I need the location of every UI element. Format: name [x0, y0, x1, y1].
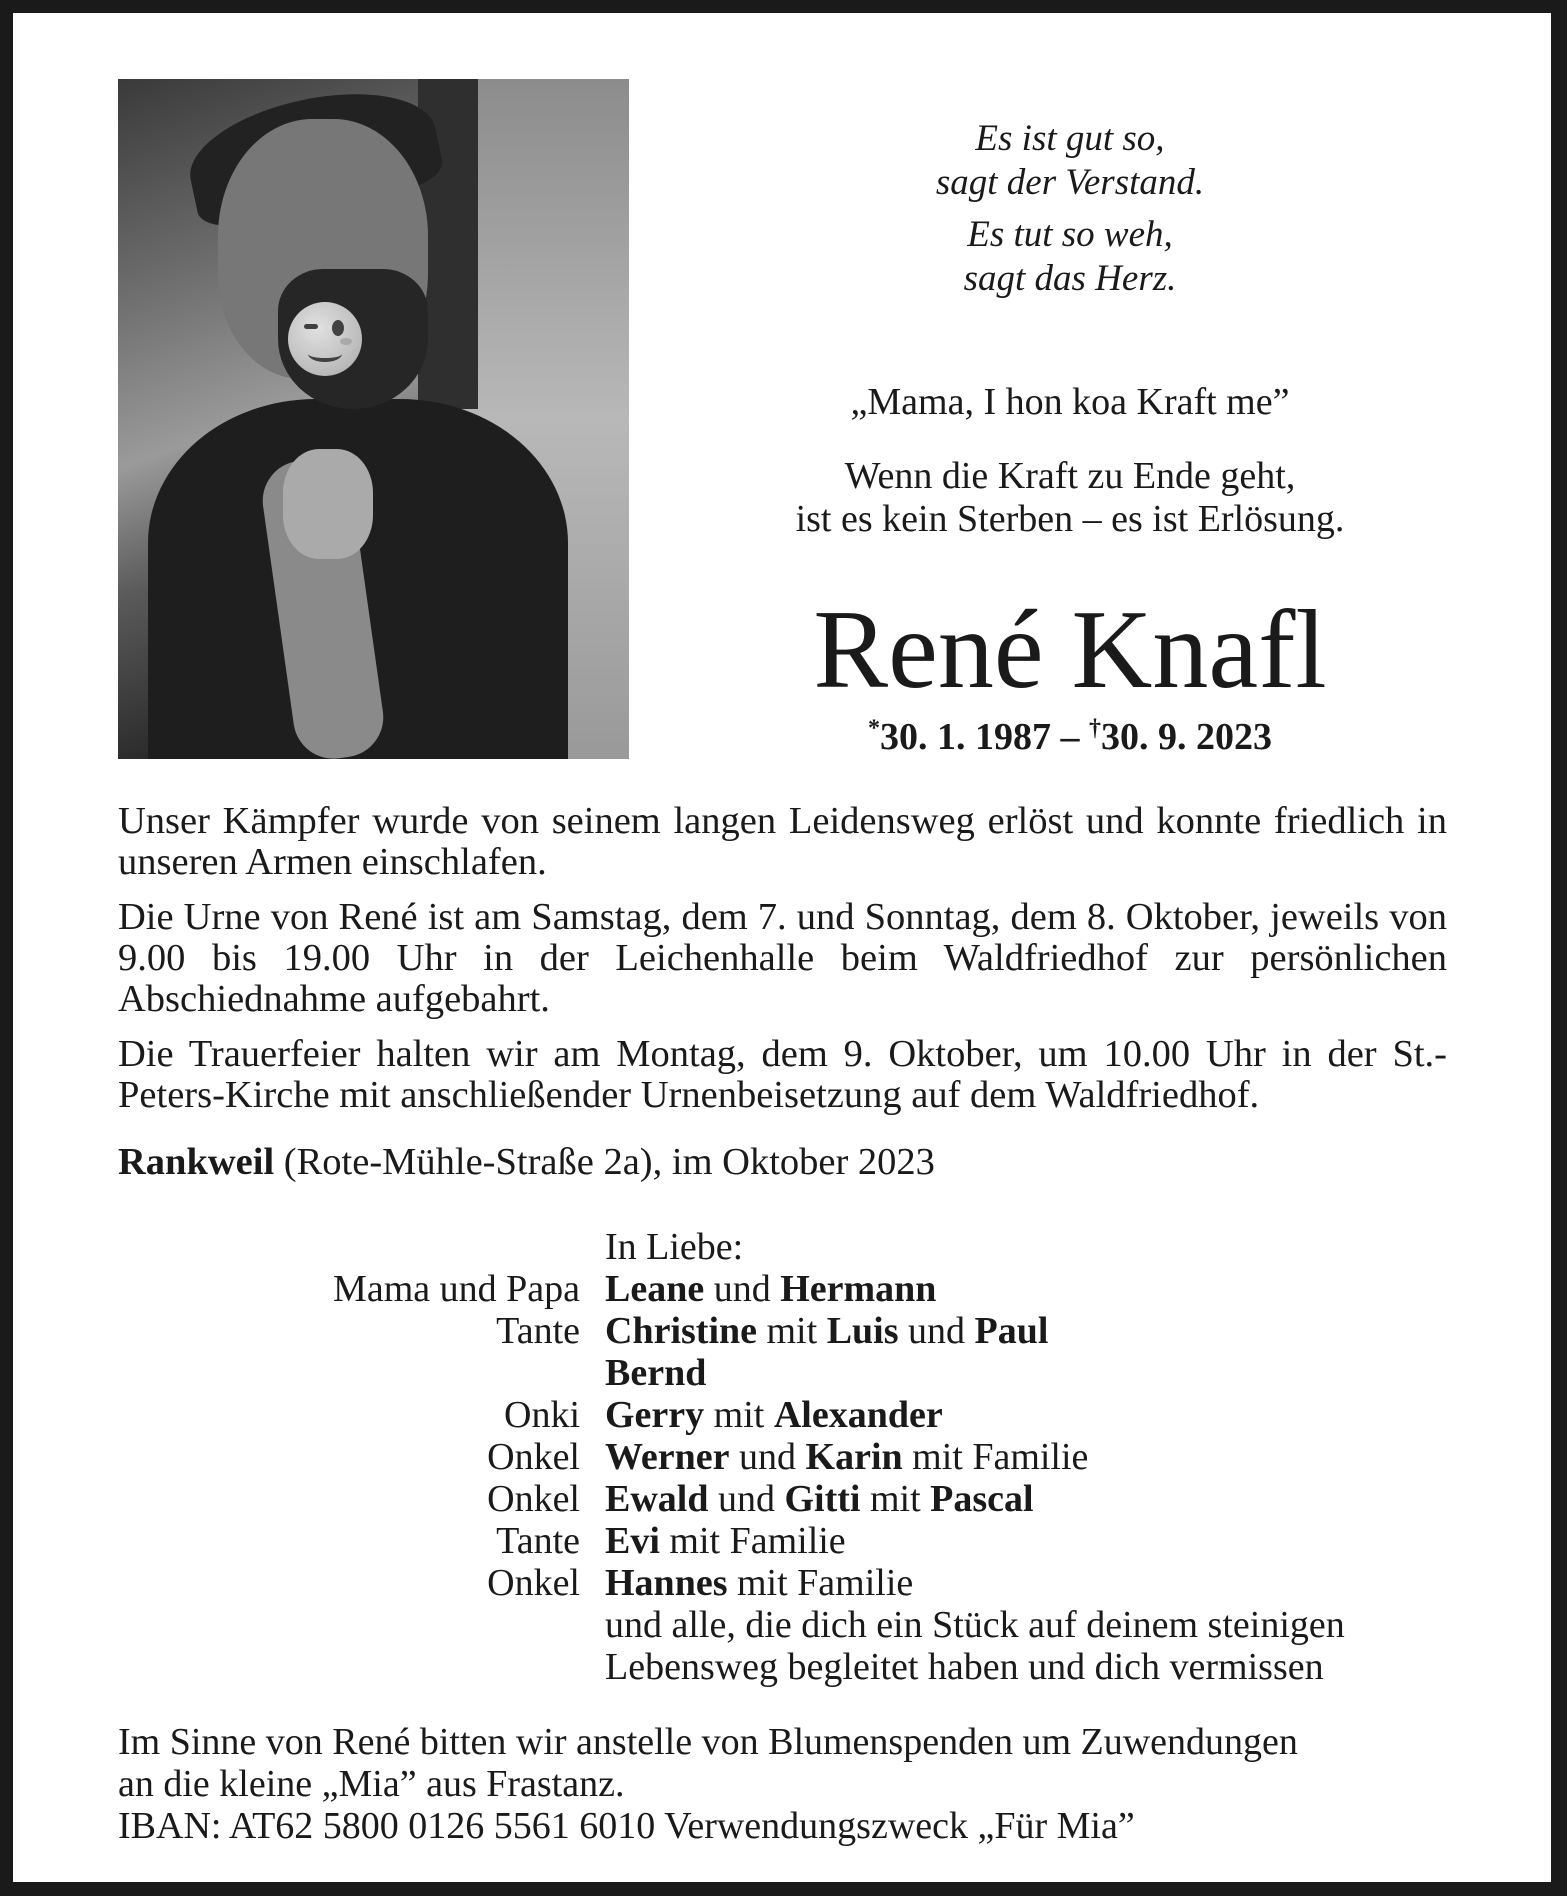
- person-name: Hannes: [605, 1562, 728, 1604]
- connector-text: und: [704, 1268, 781, 1310]
- saying-line: Wenn die Kraft zu Ende geht,: [844, 455, 1296, 497]
- relation-label: Onki: [504, 1394, 580, 1436]
- person-name: Paul: [974, 1310, 1049, 1352]
- person-name: Christine: [605, 1310, 757, 1352]
- family-names: [605, 1352, 706, 1394]
- connector-text: mit Familie: [902, 1436, 1089, 1478]
- place-rest: (Rote-Mühle-Straße 2a), im Oktober 2023: [274, 1141, 935, 1183]
- quote: „Mama, I hon koa Kraft me”: [850, 381, 1290, 423]
- person-name: Luis: [826, 1310, 899, 1352]
- donation-note: [118, 1721, 1447, 1847]
- winking-face-emoji-icon: [288, 302, 362, 376]
- paragraph: Die Trauerfeier halten wir am Montag, dem 9. Oktober, um 10.00 Uhr in der St.-Peters-Kirche mit anschließender Urnenbeisetzung auf dem Waldfriedhof.: [118, 1033, 1447, 1116]
- person-name: Evi: [605, 1520, 660, 1562]
- relation-label: Onkel: [487, 1436, 580, 1478]
- family-row: [118, 1520, 1447, 1562]
- footer-line: Im Sinne von René bitten wir anstelle von Blumenspenden um Zuwendungen: [118, 1721, 1298, 1763]
- family-names: [605, 1394, 943, 1436]
- family-row: [118, 1394, 1447, 1436]
- death-cross-icon: †: [1089, 715, 1101, 742]
- relation-label: Onkel: [487, 1478, 580, 1520]
- person-name: Gerry: [605, 1394, 705, 1436]
- relation-label: Tante: [496, 1310, 580, 1352]
- family-row: [118, 1310, 1447, 1352]
- deceased-name: René Knafl: [813, 588, 1327, 712]
- life-dates: [700, 715, 1440, 759]
- person-name: Karin: [805, 1436, 903, 1478]
- connector-text: mit Familie: [727, 1562, 914, 1604]
- person-name: Werner: [605, 1436, 730, 1478]
- person-name: Gitti: [784, 1478, 861, 1520]
- verse-line: Es tut so weh,: [967, 214, 1173, 255]
- closing-line: Lebensweg begleitet haben und dich vermissen: [605, 1646, 1324, 1688]
- verse: [760, 117, 1380, 301]
- announcement-text: [118, 801, 1447, 1197]
- date-separator: –: [1060, 716, 1080, 758]
- connector-text: und: [708, 1478, 785, 1520]
- family-names: [605, 1310, 1048, 1352]
- family-names: [605, 1268, 936, 1310]
- family-names: [605, 1520, 846, 1562]
- verse-line: Es ist gut so,: [975, 118, 1165, 159]
- connector-text: und: [729, 1436, 806, 1478]
- person-name: Bernd: [605, 1352, 707, 1394]
- footer-line: an die kleine „Mia” aus Frastanz.: [118, 1763, 625, 1805]
- birth-star-icon: *: [868, 715, 880, 742]
- relation-label: Tante: [496, 1520, 580, 1562]
- family-list: [118, 1226, 1447, 1688]
- family-row: [118, 1268, 1447, 1310]
- saying: [700, 455, 1440, 541]
- verse-line: sagt der Verstand.: [935, 162, 1205, 203]
- iban-line: IBAN: AT62 5800 0126 5561 6010 Verwendungszweck „Für Mia”: [118, 1805, 1135, 1847]
- saying-line: ist es kein Sterben – es ist Erlösung.: [795, 498, 1345, 540]
- town: Rankweil: [118, 1141, 275, 1183]
- closing-line: und alle, die dich ein Stück auf deinem steinigen: [605, 1604, 1345, 1646]
- connector-text: mit: [860, 1478, 931, 1520]
- person-name: Ewald: [605, 1478, 709, 1520]
- connector-text: mit: [704, 1394, 774, 1436]
- relation-label: Mama und Papa: [333, 1268, 580, 1310]
- family-row: [118, 1478, 1447, 1520]
- family-row: [118, 1352, 1447, 1394]
- family-names: [605, 1478, 1034, 1520]
- relation-label: Onkel: [487, 1562, 580, 1604]
- portrait-photo: [118, 79, 629, 759]
- family-names: [605, 1436, 1088, 1478]
- person-name: Leane: [605, 1268, 705, 1310]
- paragraph: Die Urne von René ist am Samstag, dem 7. und Sonntag, dem 8. Oktober, jeweils von 9.00 bis 19.00 Uhr in der Leichenhalle beim Waldfriedhof zur persönlichen Abschiednahme aufgebahrt.: [118, 896, 1447, 1020]
- family-names: [605, 1562, 913, 1604]
- verse-line: sagt das Herz.: [963, 258, 1177, 299]
- death-date: 30. 9. 2023: [1101, 716, 1272, 758]
- paragraph: Unser Kämpfer wurde von seinem langen Leidensweg erlöst und konnte friedlich in unseren Armen einschlafen.: [118, 800, 1447, 883]
- place-date: [118, 1142, 1447, 1183]
- connector-text: und: [898, 1310, 975, 1352]
- connector-text: mit: [757, 1310, 827, 1352]
- person-name: Hermann: [780, 1268, 937, 1310]
- family-row: [118, 1562, 1447, 1604]
- relation-label: [118, 1352, 605, 1394]
- person-name: Pascal: [930, 1478, 1034, 1520]
- family-intro: In Liebe:: [605, 1226, 744, 1268]
- birth-date: 30. 1. 1987: [880, 716, 1051, 758]
- connector-text: mit Familie: [659, 1520, 846, 1562]
- family-row: [118, 1436, 1447, 1478]
- person-name: Alexander: [773, 1394, 943, 1436]
